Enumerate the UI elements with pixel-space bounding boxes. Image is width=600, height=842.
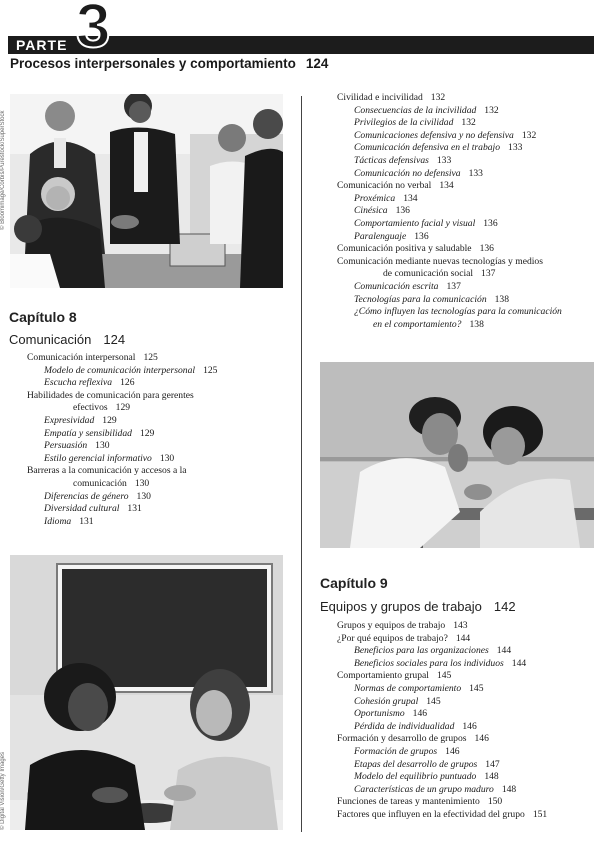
toc-entry-page: 131 bbox=[127, 503, 142, 515]
toc-entry bbox=[27, 415, 299, 428]
toc-entry-text: Normas de comportamiento bbox=[354, 682, 462, 694]
toc-entry-text: Idioma bbox=[44, 515, 72, 527]
toc-entry bbox=[337, 231, 599, 244]
toc-entry bbox=[337, 620, 599, 633]
toc-entry-text: Beneficios para las organizaciones bbox=[354, 645, 489, 657]
toc-entry-page: 136 bbox=[483, 217, 498, 229]
toc-entry-page: 145 bbox=[469, 682, 484, 694]
toc-entry-page: 143 bbox=[453, 620, 468, 631]
toc-entry-text: Funciones de tareas y mantenimiento bbox=[337, 796, 480, 808]
toc-entry-text: Tácticas defensivas bbox=[354, 154, 429, 166]
toc-entry bbox=[27, 453, 299, 466]
toc-entry-page: 126 bbox=[120, 377, 135, 389]
toc-entry bbox=[337, 117, 599, 130]
toc-entry-page: 136 bbox=[479, 243, 494, 255]
toc-entry bbox=[337, 243, 599, 256]
toc-entry-text: ¿Por qué equipos de trabajo? bbox=[337, 632, 448, 644]
toc-entry bbox=[337, 218, 599, 231]
toc-entry bbox=[27, 491, 299, 504]
toc-entry bbox=[337, 168, 599, 181]
photo-business-handshake bbox=[10, 94, 283, 288]
chapter-9-label: Capítulo 9 bbox=[320, 575, 388, 591]
toc-entry bbox=[27, 428, 299, 441]
toc-entry-page: 132 bbox=[461, 117, 476, 129]
toc-entry-page: 150 bbox=[487, 796, 503, 808]
toc-entry-text: Beneficios sociales para los individuos bbox=[354, 657, 504, 669]
toc-entry-page: 138 bbox=[469, 318, 484, 330]
toc-entry bbox=[27, 503, 299, 516]
chapter-9-contents bbox=[337, 620, 599, 822]
toc-entry bbox=[337, 784, 599, 797]
toc-entry-text: Consecuencias de la incivilidad bbox=[354, 104, 477, 116]
toc-entry bbox=[337, 306, 599, 319]
toc-entry-text: Pérdida de individualidad bbox=[354, 720, 455, 732]
toc-entry-text: Etapas del desarrollo de grupos bbox=[354, 758, 478, 770]
toc-entry-text: de comunicación social bbox=[383, 268, 474, 280]
toc-entry bbox=[337, 256, 599, 269]
toc-entry bbox=[27, 390, 299, 403]
toc-entry bbox=[337, 746, 599, 759]
toc-entry-text: efectivos bbox=[73, 402, 108, 414]
toc-entry-page: 133 bbox=[468, 167, 483, 179]
toc-entry-page: 130 bbox=[95, 440, 110, 452]
toc-entry-page: 129 bbox=[115, 402, 131, 414]
toc-entry-text: Oportunismo bbox=[354, 708, 405, 720]
chapter-8-title-text: Comunicación bbox=[9, 332, 92, 347]
toc-entry-page: 145 bbox=[436, 670, 452, 682]
toc-entry-page: 144 bbox=[496, 645, 512, 657]
toc-entry-text: Comportamiento grupal bbox=[337, 670, 429, 682]
toc-entry-text: Factores que influyen en la efectividad del grupo bbox=[337, 808, 525, 820]
part-title-page: 124 bbox=[305, 56, 329, 71]
toc-entry-text: Escucha reflexiva bbox=[44, 377, 113, 389]
toc-entry bbox=[337, 809, 599, 822]
toc-entry bbox=[27, 377, 299, 390]
toc-entry bbox=[337, 683, 599, 696]
toc-entry-page: 129 bbox=[102, 414, 117, 426]
chapter-8-label: Capítulo 8 bbox=[9, 309, 77, 325]
toc-entry-text: Habilidades de comunicación para gerentes bbox=[27, 389, 194, 401]
toc-entry-page: 131 bbox=[79, 515, 94, 527]
part-title bbox=[10, 56, 328, 71]
toc-entry-text: Cinésica bbox=[354, 205, 388, 217]
toc-entry bbox=[337, 645, 599, 658]
toc-entry bbox=[337, 658, 599, 671]
toc-entry-page: 147 bbox=[485, 758, 500, 770]
toc-entry-text: Barreras a la comunicación y accesos a la bbox=[27, 465, 187, 477]
part-label: PARTE bbox=[16, 37, 68, 53]
toc-entry-page: 130 bbox=[136, 490, 151, 502]
toc-entry bbox=[337, 708, 599, 721]
toc-entry-page: 137 bbox=[481, 268, 496, 280]
toc-entry-text: Cohesión grupal bbox=[354, 695, 419, 707]
toc-entry-page: 133 bbox=[508, 142, 523, 154]
toc-entry bbox=[337, 633, 599, 646]
toc-entry bbox=[27, 516, 299, 529]
toc-entry bbox=[337, 281, 599, 294]
toc-entry bbox=[337, 130, 599, 143]
toc-entry-text: Formación y desarrollo de grupos bbox=[337, 733, 467, 745]
photo-women-whispering bbox=[320, 362, 594, 548]
toc-entry-text: Privilegios de la civilidad bbox=[354, 117, 454, 129]
toc-entry-page: 133 bbox=[436, 154, 452, 166]
chapter-8-contents-continued bbox=[337, 92, 599, 331]
toc-entry-page: 145 bbox=[426, 695, 441, 707]
toc-entry-text: Comportamiento facial y visual bbox=[354, 217, 476, 229]
toc-entry-page: 151 bbox=[532, 808, 548, 820]
chapter-8-title bbox=[9, 332, 125, 347]
column-divider bbox=[301, 96, 302, 832]
toc-entry-text: Diversidad cultural bbox=[44, 503, 120, 515]
toc-entry-page: 125 bbox=[143, 352, 158, 363]
toc-entry-page: 134 bbox=[439, 180, 454, 192]
toc-entry-page: 137 bbox=[446, 280, 461, 292]
toc-entry bbox=[337, 294, 599, 307]
toc-entry-text: Estilo gerencial informativo bbox=[44, 452, 152, 464]
chapter-9-title bbox=[320, 599, 516, 614]
toc-entry-text: ¿Cómo influyen las tecnologías para la comunicación bbox=[354, 306, 562, 318]
photo-credit-3: © Digital Vision/Getty Images bbox=[0, 751, 6, 830]
toc-entry bbox=[337, 319, 599, 332]
toc-entry bbox=[27, 465, 299, 478]
toc-entry-page: 146 bbox=[462, 720, 477, 732]
toc-entry bbox=[27, 402, 299, 415]
part-number: 3 bbox=[76, 0, 111, 61]
toc-entry bbox=[337, 142, 599, 155]
toc-entry bbox=[337, 180, 599, 193]
toc-entry-text: Comunicación mediante nuevas tecnologías y medios bbox=[337, 255, 543, 267]
toc-entry-text: Empatía y sensibilidad bbox=[44, 427, 132, 439]
toc-entry-text: Comunicaciones defensiva y no defensiva bbox=[354, 129, 514, 141]
toc-entry-text: Modelo de comunicación interpersonal bbox=[44, 364, 196, 376]
toc-entry-text: Diferencias de género bbox=[44, 490, 129, 502]
photo-meeting-women bbox=[10, 555, 283, 830]
toc-entry-text: Paralenguaje bbox=[354, 230, 407, 242]
toc-entry-text: Comunicación no verbal bbox=[337, 180, 432, 192]
toc-entry-page: 146 bbox=[474, 733, 489, 745]
toc-entry-page: 136 bbox=[395, 205, 410, 217]
toc-entry-page: 134 bbox=[403, 192, 418, 204]
toc-entry-page: 138 bbox=[494, 293, 510, 305]
toc-entry bbox=[337, 670, 599, 683]
toc-entry-page: 136 bbox=[414, 230, 429, 242]
toc-entry-page: 132 bbox=[484, 104, 499, 116]
toc-entry bbox=[337, 105, 599, 118]
toc-entry-page: 130 bbox=[159, 452, 175, 464]
toc-entry-text: Persuasión bbox=[44, 440, 88, 452]
toc-entry-page: 132 bbox=[521, 129, 537, 141]
toc-entry-page: 132 bbox=[430, 92, 446, 103]
toc-entry-page: 144 bbox=[455, 632, 471, 644]
toc-entry-text: Civilidad e incivilidad bbox=[337, 92, 423, 103]
toc-entry bbox=[27, 478, 299, 491]
toc-entry-page: 146 bbox=[445, 745, 460, 757]
toc-entry-page: 146 bbox=[412, 708, 428, 720]
toc-entry-page: 148 bbox=[484, 771, 499, 783]
toc-entry-text: Comunicación no defensiva bbox=[354, 167, 461, 179]
toc-entry-page: 144 bbox=[511, 657, 527, 669]
part-title-text: Procesos interpersonales y comportamiento bbox=[10, 56, 296, 71]
toc-entry-text: Grupos y equipos de trabajo bbox=[337, 620, 446, 631]
toc-entry bbox=[337, 721, 599, 734]
toc-entry-page: 130 bbox=[134, 477, 150, 489]
toc-entry-page: 129 bbox=[139, 427, 155, 439]
chapter-9-title-text: Equipos y grupos de trabajo bbox=[320, 599, 482, 614]
toc-entry bbox=[337, 92, 599, 105]
toc-entry bbox=[337, 155, 599, 168]
toc-entry bbox=[27, 352, 299, 365]
toc-entry bbox=[337, 205, 599, 218]
toc-entry-text: en el comportamiento? bbox=[373, 318, 462, 330]
photo-credit-1: © Bloomimage/Corbis/Purestock/SuperStock bbox=[0, 110, 6, 230]
toc-entry-text: Características de un grupo maduro bbox=[354, 783, 494, 795]
toc-entry bbox=[337, 771, 599, 784]
chapter-9-title-page: 142 bbox=[493, 599, 516, 614]
toc-entry bbox=[337, 696, 599, 709]
toc-entry bbox=[27, 365, 299, 378]
toc-entry-text: Comunicación defensiva en el trabajo bbox=[354, 142, 501, 154]
toc-entry bbox=[337, 733, 599, 746]
toc-entry-text: Expresividad bbox=[44, 414, 95, 426]
toc-entry bbox=[337, 759, 599, 772]
toc-entry bbox=[337, 193, 599, 206]
chapter-8-title-page: 124 bbox=[103, 332, 126, 347]
toc-entry bbox=[337, 796, 599, 809]
toc-entry-text: Proxémica bbox=[354, 192, 396, 204]
toc-entry-page: 148 bbox=[501, 783, 517, 795]
toc-entry-text: Modelo del equilibrio puntuado bbox=[354, 771, 477, 783]
toc-entry-text: Comunicación escrita bbox=[354, 280, 439, 292]
toc-entry-text: Comunicación positiva y saludable bbox=[337, 243, 472, 255]
toc-entry-text: Tecnologías para la comunicación bbox=[354, 293, 487, 305]
chapter-8-contents bbox=[27, 352, 299, 528]
toc-entry-page: 125 bbox=[203, 364, 218, 376]
toc-entry-text: comunicación bbox=[73, 477, 127, 489]
toc-entry bbox=[27, 440, 299, 453]
toc-entry bbox=[337, 268, 599, 281]
toc-entry-text: Comunicación interpersonal bbox=[27, 352, 136, 363]
toc-entry-text: Formación de grupos bbox=[354, 745, 438, 757]
